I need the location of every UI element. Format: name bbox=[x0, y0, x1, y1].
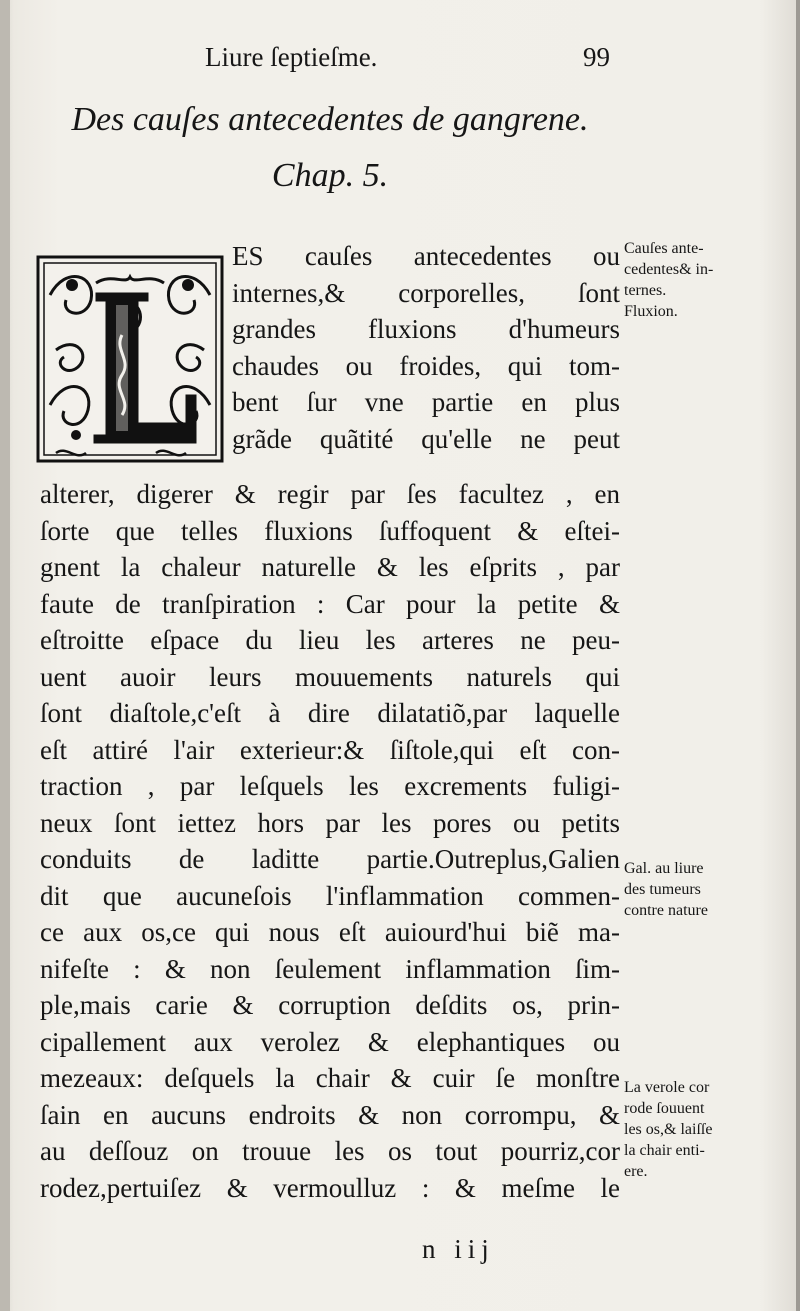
text-line: ple,mais carie & corruption deſdits os, prin- bbox=[40, 990, 620, 1020]
margin-note-line: rode ſouuent bbox=[624, 1100, 705, 1117]
margin-note-line: cedentes& in- bbox=[624, 261, 714, 278]
text-line: alterer, digerer & regir par ſes facultez , en bbox=[40, 479, 620, 509]
text-line: rodez,pertuiſez & vermoulluz : & meſme le bbox=[40, 1172, 620, 1203]
text-line: ſorte que telles fluxions ſuffoquent & eſtei- bbox=[40, 515, 620, 546]
body-text-block bbox=[40, 476, 620, 1206]
text-line: eſt attiré l'air exterieur:& ſiſtole,qui eſt con- bbox=[40, 734, 620, 765]
running-head: Liure ſeptieſme. bbox=[205, 42, 378, 72]
signature-mark: n iij bbox=[422, 1234, 495, 1264]
drop-cap-illustration bbox=[36, 255, 224, 463]
text-line: eſtroitte eſpace du lieu les arteres ne peu- bbox=[40, 625, 620, 655]
text-line: mezeaux: deſquels la chair & cuir ſe monſtre bbox=[40, 1063, 620, 1093]
text-line: internes,& corporelles, ſont bbox=[232, 277, 620, 308]
text-line: ce aux os,ce qui nous eſt auiourd'hui biẽ ma- bbox=[40, 917, 620, 947]
text-line: cipallement aux verolez & elephantiques ou bbox=[40, 1026, 620, 1057]
text-line: dit que aucuneſois l'inflammation commen- bbox=[40, 880, 620, 911]
margin-note-causes bbox=[624, 238, 764, 322]
text-line: grãde quãtité qu'elle ne peut bbox=[232, 423, 620, 454]
text-line: conduits de laditte partie.Outreplus,Galien bbox=[40, 844, 620, 874]
text-line: ES cauſes antecedentes ou bbox=[232, 241, 620, 271]
margin-note-line: Gal. au liure bbox=[624, 860, 704, 877]
text-line: faute de tranſpiration : Car pour la petite & bbox=[40, 588, 620, 619]
chapter-number: Chap. 5. bbox=[271, 157, 389, 194]
text-line: ſain en aucuns endroits & non corrompu, & bbox=[40, 1099, 620, 1130]
margin-note-line: La verole cor bbox=[624, 1079, 710, 1096]
margin-note-line: Fluxion. bbox=[624, 303, 678, 320]
text-line: au deſſouz on trouue les os tout pourriz,cor bbox=[40, 1136, 620, 1166]
margin-note-line: contre nature bbox=[624, 902, 708, 919]
intro-text-block bbox=[232, 238, 620, 457]
page-number: 99 bbox=[583, 42, 610, 72]
margin-note-line: ternes. bbox=[624, 282, 667, 299]
margin-note-galen bbox=[624, 858, 764, 921]
text-line: nifeſte : & non ſeulement inflammation ſim- bbox=[40, 953, 620, 984]
margin-note-line: la chair enti- bbox=[624, 1142, 705, 1159]
text-line: neux ſont iettez hors par les pores ou petits bbox=[40, 807, 620, 838]
margin-note-line: les os,& laiſſe bbox=[624, 1121, 713, 1138]
text-line: gnent la chaleur naturelle & les eſprits , par bbox=[40, 552, 620, 582]
ornamental-drop-cap-icon bbox=[36, 255, 224, 463]
chapter-title: Des cauſes antecedentes de gangrene. bbox=[71, 101, 589, 138]
margin-note-line: Cauſes ante- bbox=[624, 240, 704, 257]
text-line: grandes fluxions d'humeurs bbox=[232, 314, 620, 344]
text-line: uent auoir leurs mouuements naturels qui bbox=[40, 661, 620, 692]
text-line: traction , par leſquels les excrements fuligi- bbox=[40, 771, 620, 801]
margin-note-verole bbox=[624, 1077, 764, 1182]
text-line: ſont diaſtole,c'eſt à dire dilatatiõ,par laquelle bbox=[40, 698, 620, 728]
page-edge bbox=[796, 0, 800, 1311]
margin-note-line: des tumeurs bbox=[624, 881, 701, 898]
text-line: bent ſur vne partie en plus bbox=[232, 387, 620, 417]
text-line: chaudes ou froides, qui tom- bbox=[232, 350, 620, 381]
page-gutter-shadow bbox=[0, 0, 10, 1311]
margin-note-line: ere. bbox=[624, 1163, 648, 1180]
